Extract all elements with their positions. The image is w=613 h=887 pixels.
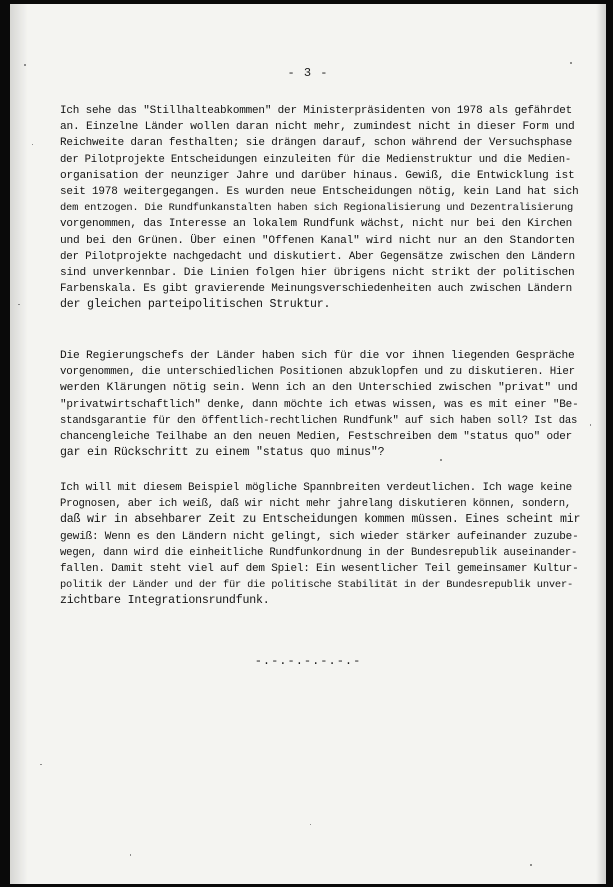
paragraph-3 xyxy=(60,480,580,610)
scan-speck xyxy=(570,62,572,64)
scan-speck xyxy=(130,854,131,856)
text-line: dem entzogen. Die Rundfunkanstalten haben sich Regionalisierung und Dezentralisierung xyxy=(60,202,574,215)
text-line: daß wir in absehbarer Zeit zu Entscheidungen kommen müssen. Eines scheint mir xyxy=(60,513,581,527)
text-line: Reichweite daran festhalten; sie drängen darauf, schon während der Versuchsphase xyxy=(60,137,573,150)
scan-edge-shadow-right xyxy=(596,4,606,884)
text-line: chancengleiche Teilhabe an den neuen Medien, Festschreiben dem "status quo" oder xyxy=(60,430,573,443)
text-line: der Pilotprojekte nachgedacht und diskutiert. Aber Gegensätze zwischen den Ländern xyxy=(60,250,575,263)
scan-speck xyxy=(590,424,591,426)
text-line: Die Regierungschefs der Länder haben sich für die vor ihnen liegenden Gespräche xyxy=(60,350,575,362)
text-line: seit 1978 weitergegangen. Es wurden neue Entscheidungen nötig, kein Land hat sich xyxy=(60,185,579,198)
document-page xyxy=(10,4,606,884)
text-line: politik der Länder und der für die politische Stabilität in der Bundesrepublik unver- xyxy=(60,579,574,592)
text-line: wegen, dann wird die einheitliche Rundfunkordnung in der Bundesrepublik auseinander- xyxy=(60,546,578,559)
text-line: Ich sehe das "Stillhalteabkommen" der Ministerpräsidenten von 1978 als gefährdet xyxy=(60,105,573,117)
scan-speck xyxy=(40,764,42,765)
closing-mark: -.-.-.-.-.-.- xyxy=(254,654,362,668)
paragraph-1 xyxy=(60,103,580,313)
text-line: organisation der neunziger Jahre und darüber hinaus. Gewiß, die Entwicklung ist xyxy=(60,169,575,182)
text-line: an. Einzelne Länder wollen daran nicht mehr, zumindest nicht in dieser Form und xyxy=(60,121,575,134)
text-line: Prognosen, aber ich weiß, daß wir nicht mehr jahrelang diskutieren können, sondern, xyxy=(60,498,572,511)
text-line: werden Klärungen nötig sein. Wenn ich an den Unterschied zwischen "privat" und xyxy=(60,382,578,395)
page-number: - 3 - xyxy=(287,66,329,80)
text-line: Farbenskala. Es gibt gravierende Meinungsverschiedenheiten auch zwischen Ländern xyxy=(60,283,573,296)
scan-speck xyxy=(32,144,33,145)
text-line: "privatwirtschaftlich" denke, dann möchte ich etwas wissen, was es mit einer "Be- xyxy=(60,398,579,411)
text-line: Ich will mit diesem Beispiel mögliche Spannbreiten verdeutlichen. Ich wage keine xyxy=(60,482,573,494)
scan-speck xyxy=(530,864,532,866)
scan-speck xyxy=(440,459,442,461)
text-line: fallen. Damit steht viel auf dem Spiel: Ein wesentlicher Teil gemeinsamer Kultur- xyxy=(60,562,579,575)
text-line: der gleichen parteipolitischen Struktur. xyxy=(60,298,331,312)
scan-speck xyxy=(18,304,20,305)
scan-speck xyxy=(310,824,311,825)
scan-edge-shadow-left xyxy=(10,4,28,884)
text-line: der Pilotprojekte Entscheidungen einzuleiten für die Medienstruktur und die Medien- xyxy=(60,153,572,166)
text-line: gewiß: Wenn es den Ländern nicht gelingt, sich wieder stärker aufeinander zuzube- xyxy=(60,530,579,543)
text-line: vorgenommen, die unterschiedlichen Positionen abzuklopfen und zu diskutieren. Hier xyxy=(60,366,575,379)
paragraph-2 xyxy=(60,348,580,461)
scan-speck xyxy=(24,64,26,66)
text-line: vorgenommen, das Interesse an lokalem Rundfunk wächst, nicht nur bei den Kirchen xyxy=(60,218,573,231)
text-line: standsgarantie für den öffentlich-rechtlichen Rundfunk" auf sich haben soll? Ist das xyxy=(60,414,578,427)
text-line: gar ein Rückschritt zu einem "status quo minus"? xyxy=(60,446,385,460)
text-line: sind unverkennbar. Die Linien folgen hier übrigens nicht strikt der politischen xyxy=(60,266,575,279)
text-line: und bei den Grünen. Über einen "Offenen Kanal" wird nicht nur an den Standorten xyxy=(60,234,575,247)
text-line: zichtbare Integrationsrundfunk. xyxy=(60,594,270,608)
